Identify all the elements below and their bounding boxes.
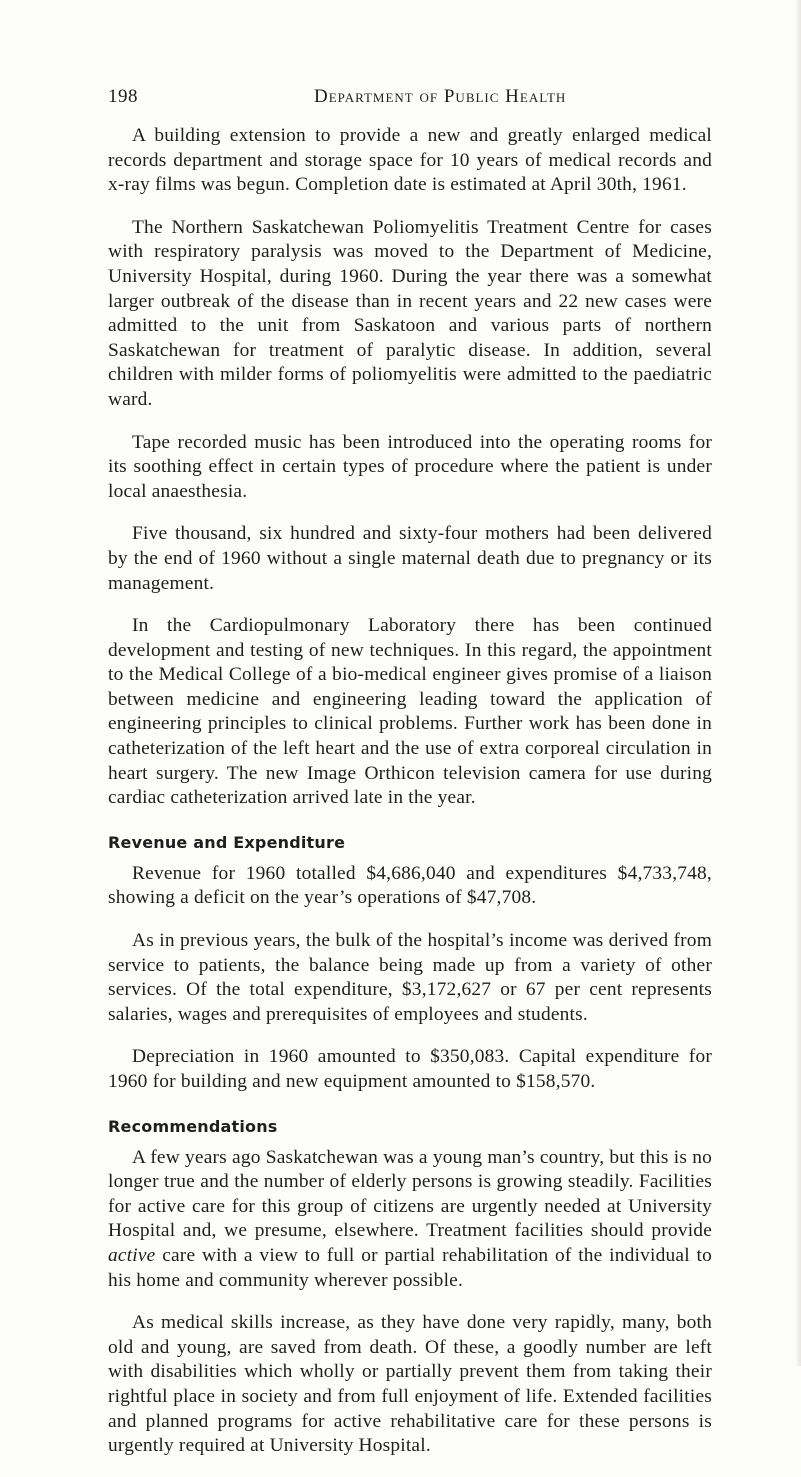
- paragraph-deliveries: Five thousand, six hundred and sixty-four mothers had been delivered by the end of 1960 without a single maternal death due to pregnancy or its management.: [108, 523, 712, 594]
- paragraph-revenue-totals: Revenue for 1960 totalled $4,686,040 and expenditures $4,733,748, showing a deficit on the year’s operations of $47,708.: [108, 862, 712, 909]
- body-text: [108, 124, 712, 1477]
- emphasis-active: active: [108, 1244, 156, 1266]
- paragraph-poliomyelitis-centre: The Northern Saskatchewan Poliomyelitis Treatment Centre for cases with respiratory paralysis was moved to the Department of Medicine, University Hospital, during 1960. During the year there was a somewhat larger outbreak of the disease than in recent years and 22 new cases were admitted to the unit from Saskatoon and various parts of northern Saskatchewan for treatment of paralytic disease. In addition, several children with milder forms of poliomyelitis were admitted to the paediatric ward.: [108, 216, 712, 410]
- paragraph-elderly-care-part-2: care with a view to full or partial rehabilitation of the individual to his home and community wherever possible.: [108, 1244, 712, 1291]
- running-header: [108, 86, 712, 116]
- heading-revenue-expenditure: Revenue and Expenditure: [108, 832, 346, 852]
- paragraph-cardiopulmonary-lab: In the Cardiopulmonary Laboratory there has been continued development and testing of new techniques. In this regard, the appointment to the Medical College of a bio-medical engineer gives promise of a liaison between medicine and engineering leading toward the application of engineering principles to clinical problems. Further work has been done in catheterization of the left heart and the use of extra corporeal circulation in heart surgery. The new Image Orthicon television camera for use during cardiac catheterization arrived late in the year.: [108, 615, 712, 809]
- paragraph-rehabilitation: As medical skills increase, as they have done very rapidly, many, both old and young, are saved from death. Of these, a goodly number are left with disabilities which wholly or partially prevent them from taking their rightful place in society and from full enjoyment of life. Extended facilities and planned programs for active rehabilitative care for these persons is urgently required at University Hospital.: [108, 1312, 712, 1457]
- paragraph-elderly-care: [108, 1146, 712, 1294]
- paragraph-income-sources: As in previous years, the bulk of the hospital’s income was derived from service to patients, the balance being made up from a variety of other services. Of the total expenditure, $3,172,627 or 67 per cent represents salaries, wages and prerequisites of employees and students.: [108, 930, 712, 1025]
- running-title: Department of Public Health: [314, 86, 567, 107]
- paragraph-tape-music: Tape recorded music has been introduced into the operating rooms for its soothing effect in certain types of procedure where the patient is under local anaesthesia.: [108, 431, 712, 502]
- paragraph-building-extension: A building extension to provide a new and greatly enlarged medical records department and storage space for 10 years of medical records and x-ray films was begun. Completion date is estimated at April 30th, 1961.: [108, 125, 712, 196]
- paragraph-elderly-care-part-1: A few years ago Saskatchewan was a young man’s country, but this is no longer true and the number of elderly persons is growing steadily. Facilities for active care for this group of citizens are urgently needed at University Hospital and, we presume, elsewhere. Treatment facilities should provide: [108, 1146, 712, 1242]
- heading-recommendations: Recommendations: [108, 1116, 278, 1136]
- paragraph-depreciation: Depreciation in 1960 amounted to $350,083. Capital expenditure for 1960 for building and new equipment amounted to $158,570.: [108, 1046, 712, 1092]
- page-number: 198: [108, 86, 138, 107]
- page-edge-shadow: [795, 0, 801, 1366]
